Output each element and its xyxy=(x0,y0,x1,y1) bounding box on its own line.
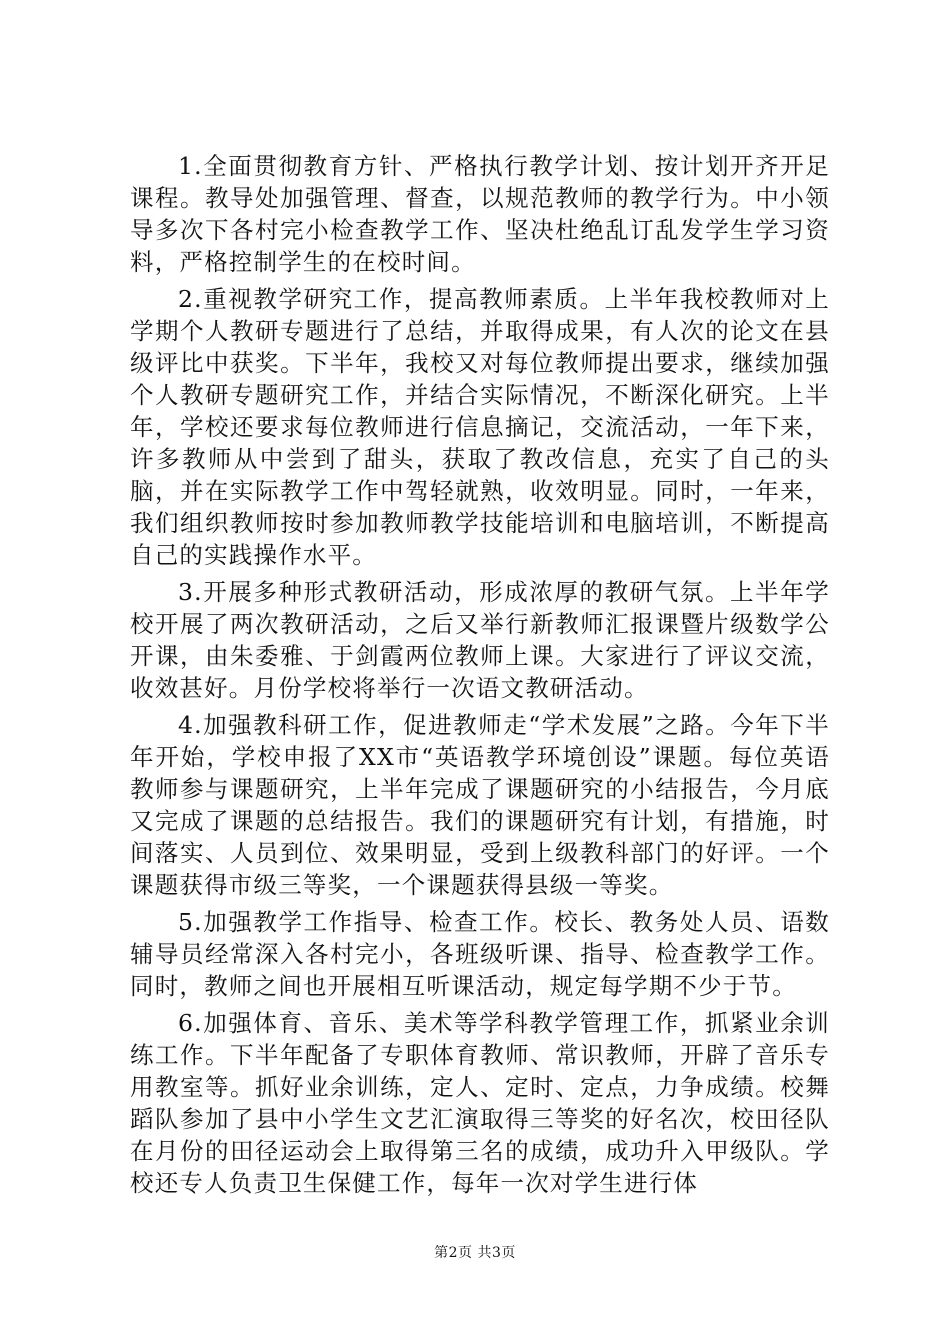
paragraph-2: 2.重视教学研究工作，提高教师素质。上半年我校教师对上学期个人教研专题进行了总结，并取得成果，有人次的论文在县级评比中获奖。下半年，我校又对每位教师提出要求，继续加强个人教研专题研究工作，并结合实际情况，不断深化研究。上半年，学校还要求每位教师进行信息摘记，交流活动，一年下来，许多教师从中尝到了甜头，获取了教改信息，充实了自己的头脑，并在实际教学工作中驾轻就熟，收效明显。同时，一年来，我们组织教师按时参加教师教学技能培训和电脑培训，不断提高自己的实践操作水平。 xyxy=(130,285,830,569)
page-number-footer: 第2页 共3页 xyxy=(434,1245,516,1261)
paragraph-5: 5.加强教学工作指导、检查工作。校长、教务处人员、语数辅导员经常深入各村完小，各班级听课、指导、检查教学工作。同时，教师之间也开展相互听课活动，规定每学期不少于节。 xyxy=(130,908,830,1000)
paragraph-4: 4.加强教科研工作，促进教师走“学术发展”之路。今年下半年开始，学校申报了XX市“英语教学环境创设”课题。每位英语教师参与课题研究，上半年完成了课题研究的小结报告，今月底又完成了课题的总结报告。我们的课题研究有计划，有措施，时间落实、人员到位、效果明显，受到上级教科部门的好评。一个课题获得市级三等奖，一个课题获得县级一等奖。 xyxy=(130,711,830,899)
paragraph-6: 6.加强体育、音乐、美术等学科教学管理工作，抓紧业余训练工作。下半年配备了专职体育教师、常识教师，开辟了音乐专用教室等。抓好业余训练，定人、定时、定点，力争成绩。校舞蹈队参加了县中小学生文艺汇演取得三等奖的好名次，校田径队在月份的田径运动会上取得第三名的成绩，成功升入甲级队。学校还专人负责卫生保健工作，每年一次对学生进行体 xyxy=(130,1009,830,1197)
document-body xyxy=(130,150,830,1204)
paragraph-1: 1.全面贯彻教育方针、严格执行教学计划、按计划开齐开足课程。教导处加强管理、督查，以规范教师的教学行为。中小领导多次下各村完小检查教学工作、坚决杜绝乱订乱发学生学习资料，严格控制学生的在校时间。 xyxy=(130,152,830,276)
paragraph-3: 3.开展多种形式教研活动，形成浓厚的教研气氛。上半年学校开展了两次教研活动，之后又举行新教师汇报课暨片级数学公开课，由朱委雅、于剑霞两位教师上课。大家进行了评议交流，收效甚好。月份学校将举行一次语文教研活动。 xyxy=(130,578,830,702)
